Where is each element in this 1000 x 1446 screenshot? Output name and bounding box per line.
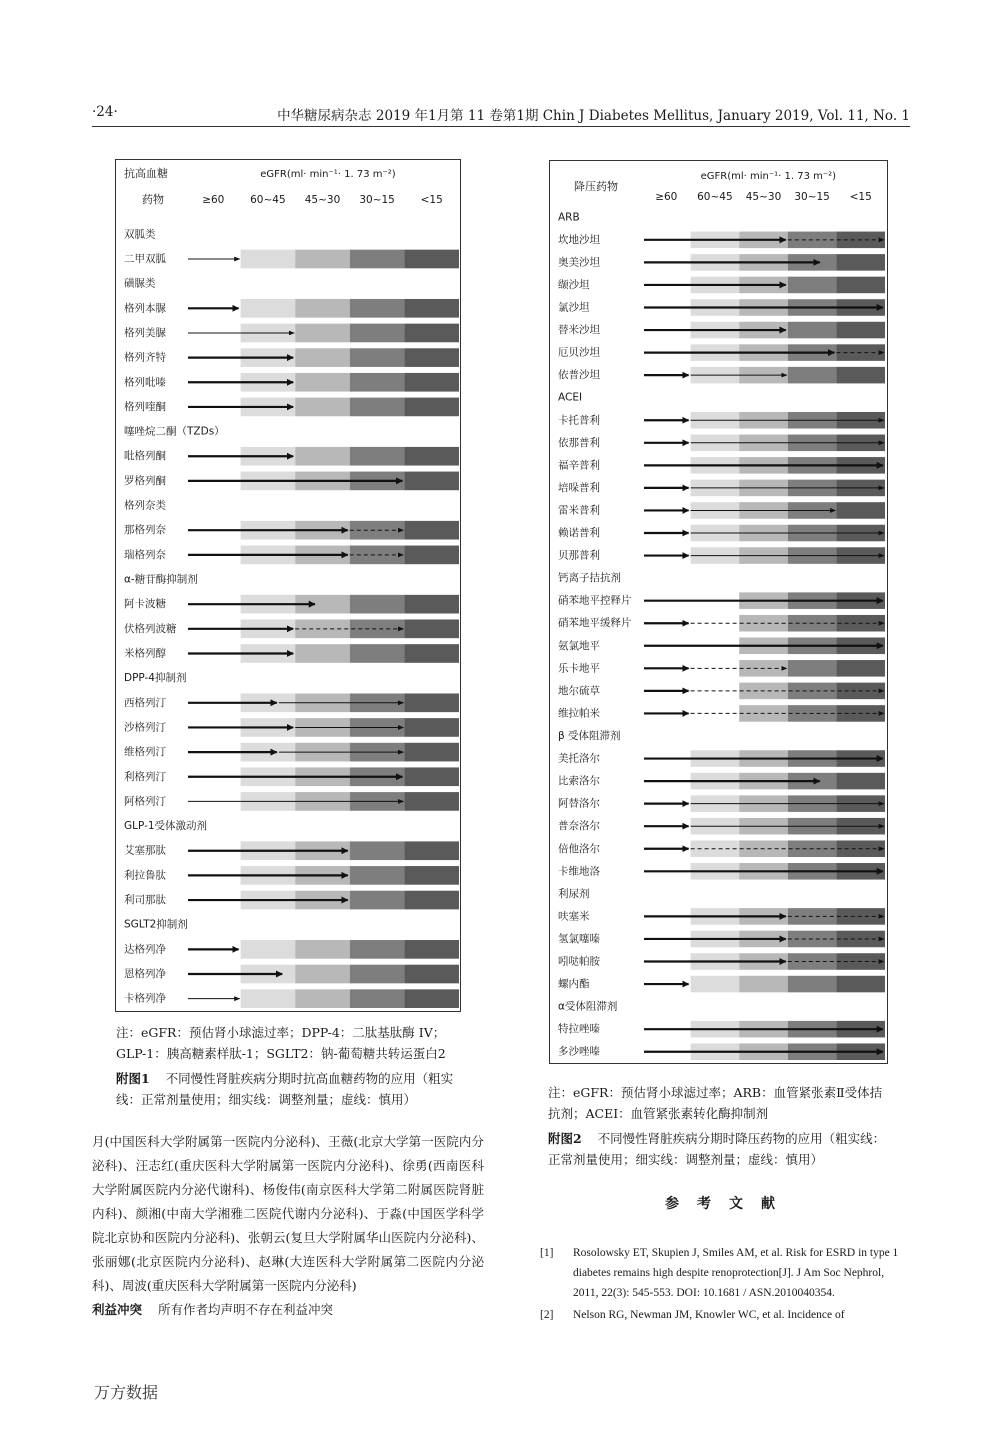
- drug-row: [124, 693, 459, 712]
- stage-cell: [295, 250, 350, 269]
- drug-row: [558, 254, 885, 271]
- drug-row: [558, 818, 885, 835]
- drug-label: 伏格列波糖: [124, 622, 177, 635]
- stage-cell: [836, 660, 885, 677]
- drug-label: 厄贝沙坦: [558, 346, 600, 359]
- drug-row: [124, 743, 459, 762]
- corner-label-bottom: 药物: [142, 193, 164, 206]
- stage-cell: [788, 367, 837, 384]
- figure-2-note: [548, 1082, 893, 1170]
- drug-label: 利拉鲁肽: [124, 869, 166, 882]
- category-label: SGLT2抑制剂: [124, 918, 188, 931]
- figure-2-abbrev-note: 注：eGFR：预估肾小球滤过率；ARB：血管紧张素Ⅱ受体拮抗剂；ACEI：血管紧张素转化酶抑制剂: [548, 1085, 883, 1121]
- drug-row: [558, 840, 885, 857]
- stage-label: <15: [420, 194, 443, 206]
- drug-label: 卡托普利: [558, 414, 600, 427]
- drug-row: [124, 718, 459, 737]
- conflict-label: 利益冲突: [92, 1302, 143, 1317]
- drug-label: 二甲双胍: [124, 252, 166, 265]
- drug-label: 赖诺普利: [558, 527, 600, 540]
- stage-cell: [836, 773, 885, 790]
- stage-label: 60~45: [250, 194, 286, 206]
- category-label: 双胍类: [124, 228, 156, 241]
- drug-label: 格列本脲: [124, 302, 166, 315]
- stage-cell: [295, 324, 350, 343]
- reference-text: Rosolowsky ET, Skupien J, Smiles AM, et al. Risk for ESRD in type 1 diabetes remains high despite renoprotection[J]. J Am Soc Nephrol, 2011, 22(3): 545-553. DOI: 10.1681 / ASN.2010040354.: [573, 1247, 899, 1299]
- drug-row: [558, 683, 885, 700]
- stage-cell: [404, 743, 459, 762]
- drug-row: [124, 989, 459, 1008]
- stage-cell: [350, 348, 405, 367]
- drug-row: [558, 931, 885, 948]
- drug-label: 特拉唑嗪: [558, 1023, 600, 1036]
- drug-label: 依普沙坦: [558, 369, 600, 382]
- stage-cell: [241, 940, 296, 959]
- stage-cell: [404, 866, 459, 885]
- drug-label: 替米沙坦: [558, 324, 600, 337]
- stage-label: 45~30: [304, 194, 341, 206]
- figure-2-antihypertensive-chart: [549, 160, 888, 1064]
- stage-cell: [241, 989, 296, 1008]
- category-label: 噻唑烷二酮（TZDs）: [124, 425, 225, 438]
- stage-cell: [404, 965, 459, 984]
- drug-row: [124, 250, 459, 269]
- stage-cell: [241, 250, 296, 269]
- drug-row: [558, 660, 885, 677]
- drug-row: [558, 457, 885, 474]
- stage-cell: [404, 299, 459, 318]
- drug-row: [558, 750, 885, 767]
- stage-label: 45~30: [745, 191, 782, 203]
- drug-row: [124, 373, 459, 392]
- stage-cell: [404, 324, 459, 343]
- category-label: DPP-4抑制剂: [124, 672, 187, 685]
- references-list: [540, 1243, 910, 1327]
- drug-label: 那格列奈: [124, 524, 166, 537]
- stage-cell: [404, 595, 459, 614]
- references-heading: 参考文献: [665, 1196, 793, 1212]
- stage-cell: [350, 866, 405, 885]
- drug-row: [124, 348, 459, 367]
- stage-cell: [295, 644, 350, 663]
- reference-text: Nelson RG, Newman JM, Knowler WC, et al. Incidence of: [573, 1309, 845, 1321]
- conflict-of-interest: [92, 1298, 484, 1322]
- drug-label: 罗格列酮: [124, 474, 166, 487]
- acknowledgement-text: 月(中国医科大学附属第一医院内分泌科)、王薇(北京大学第一医院内分泌科)、汪志红(重庆医科大学附属第一医院内分泌科)、徐勇(西南医科大学附属医院内分泌代谢科)、杨俊伟(南京医科大学第二附属医院肾脏内科)、颜湘(中南大学湘雅二医院代谢内分泌科)、于淼(中国医学科学院北京协和医院内分泌科)、张朝云(复旦大学附属华山医院内分泌科)、张丽娜(北京医院内分泌科)、赵琳(大连医科大学附属第二医院内分泌科)、周波(重庆医科大学附属第一医院内分泌科): [92, 1134, 484, 1293]
- stage-cell: [404, 546, 459, 565]
- drug-row: [558, 367, 885, 384]
- category-label: ARB: [558, 211, 580, 224]
- stage-cell: [404, 792, 459, 811]
- drug-label: 阿格列汀: [124, 795, 166, 808]
- stage-cell: [836, 254, 885, 271]
- drug-label: 福辛普利: [558, 459, 600, 472]
- drug-label: 缬沙坦: [558, 278, 590, 291]
- category-label: 格列奈类: [124, 499, 166, 512]
- corner-label: 降压药物: [574, 180, 618, 193]
- stage-cell: [404, 620, 459, 639]
- drug-label: 艾塞那肽: [124, 844, 166, 857]
- stage-cell: [295, 965, 350, 984]
- stage-cell: [404, 841, 459, 860]
- drug-label: 雷米普利: [558, 504, 600, 517]
- stage-label: ≥60: [202, 194, 225, 206]
- category-label: 钙离子拮抗剂: [558, 572, 621, 585]
- drug-label: 硝苯地平缓释片: [558, 617, 632, 630]
- drug-label: 卡格列净: [124, 992, 166, 1005]
- drug-label: 氢氯噻嗪: [558, 932, 600, 945]
- stage-cell: [836, 502, 885, 519]
- stage-cell: [404, 447, 459, 466]
- category-label: α-糖苷酶抑制剂: [124, 573, 198, 586]
- drug-label: 瑞格列奈: [124, 548, 166, 561]
- drug-label: 恩格列净: [124, 968, 166, 981]
- drug-label: 氨氯地平: [558, 639, 600, 652]
- drug-label: 普奈洛尔: [558, 820, 600, 833]
- stage-label: ≥60: [655, 191, 678, 203]
- stage-cell: [350, 447, 405, 466]
- stage-label: 60~45: [697, 191, 733, 203]
- category-label: GLP-1受体激动剂: [124, 820, 208, 833]
- drug-row: [124, 940, 459, 959]
- drug-label: 吡格列酮: [124, 450, 166, 463]
- drug-row: [124, 644, 459, 663]
- drug-label: 比索洛尔: [558, 775, 600, 788]
- drug-label: 培哚普利: [558, 481, 600, 494]
- drug-row: [558, 976, 885, 993]
- drug-label: 贝那普利: [558, 549, 600, 562]
- stage-cell: [295, 447, 350, 466]
- drug-label: 维格列汀: [124, 746, 166, 759]
- drug-row: [124, 891, 459, 910]
- stage-cell: [350, 940, 405, 959]
- drug-row: [558, 1043, 885, 1060]
- drug-row: [558, 480, 885, 497]
- stage-cell: [788, 277, 837, 294]
- drug-row: [124, 299, 459, 318]
- acknowledgement-paragraph: [92, 1130, 484, 1322]
- stage-cell: [404, 693, 459, 712]
- egfr-axis-label: eGFR(ml· min⁻¹· 1. 73 m⁻²): [700, 171, 837, 182]
- stage-cell: [404, 891, 459, 910]
- drug-label: 利司那肽: [124, 894, 166, 907]
- category-label: 利尿剂: [558, 887, 590, 900]
- stage-cell: [404, 644, 459, 663]
- drug-label: 格列吡嗪: [124, 376, 166, 389]
- drug-row: [558, 412, 885, 429]
- stage-cell: [295, 398, 350, 417]
- drug-label: 奥美沙坦: [558, 256, 600, 269]
- drug-row: [558, 795, 885, 812]
- drug-row: [558, 502, 885, 519]
- stage-cell: [350, 841, 405, 860]
- stage-cell: [241, 299, 296, 318]
- stage-cell: [350, 989, 405, 1008]
- drug-label: 乐卡地平: [558, 662, 600, 675]
- drug-label: 卡维地洛: [558, 865, 600, 878]
- stage-cell: [404, 718, 459, 737]
- stage-cell: [295, 299, 350, 318]
- drug-label: 沙格列汀: [124, 721, 166, 734]
- drug-row: [558, 615, 885, 632]
- stage-cell: [404, 348, 459, 367]
- drug-row: [558, 863, 885, 880]
- drug-label: 米格列醇: [124, 647, 166, 660]
- drug-row: [124, 595, 459, 614]
- drug-row: [124, 521, 459, 540]
- category-label: β 受体阻滞剂: [558, 729, 621, 742]
- figure-1-abbrev-note: 注：eGFR：预估肾小球滤过率；DPP-4：二肽基肽酶 IV；GLP-1：胰高糖素样肽-1；SGLT2：钠-葡萄糖共转运蛋白2: [116, 1025, 446, 1061]
- drug-row: [124, 398, 459, 417]
- drug-label: 利格列汀: [124, 770, 166, 783]
- drug-label: 多沙唑嗪: [558, 1045, 600, 1058]
- figure-1-caption-text: 不同慢性肾脏疾病分期时抗高血糖药物的应用（粗实线：正常剂量使用；细实线：调整剂量；虚线：慎用）: [116, 1071, 454, 1107]
- stage-cell: [788, 976, 837, 993]
- drug-row: [558, 322, 885, 339]
- stage-label: <15: [849, 191, 872, 203]
- drug-row: [124, 841, 459, 860]
- drug-label: 维拉帕米: [558, 707, 600, 720]
- drug-row: [124, 620, 459, 639]
- corner-label-top: 抗高血糖: [124, 167, 168, 180]
- figure-1-caption: [116, 1068, 461, 1110]
- category-label: ACEI: [558, 391, 583, 404]
- drug-row: [558, 232, 885, 249]
- drug-row: [558, 1021, 885, 1038]
- drug-row: [558, 773, 885, 790]
- reference-number: [2]: [540, 1309, 554, 1321]
- category-label: α受体阻滞剂: [558, 1000, 618, 1013]
- drug-row: [558, 638, 885, 655]
- stage-cell: [836, 322, 885, 339]
- drug-label: 阿替洛尔: [558, 797, 600, 810]
- stage-cell: [404, 989, 459, 1008]
- stage-cell: [404, 767, 459, 786]
- stage-cell: [404, 373, 459, 392]
- journal-info: 中华糖尿病杂志 2019 年1月第 11 卷第1期 Chin J Diabetes Mellitus, January 2019, Vol. 11, No. 1: [277, 108, 910, 124]
- drug-label: 格列喹酮: [124, 400, 166, 413]
- drug-label: 呋塞米: [558, 910, 590, 923]
- stage-cell: [404, 472, 459, 491]
- stage-cell: [295, 348, 350, 367]
- stage-cell: [350, 965, 405, 984]
- stage-cell: [350, 644, 405, 663]
- stage-cell: [295, 373, 350, 392]
- drug-label: 螺内酯: [558, 978, 590, 991]
- stage-cell: [836, 277, 885, 294]
- egfr-axis-label: eGFR(ml· min⁻¹· 1. 73 m⁻²): [260, 169, 396, 180]
- drug-label: 吲哒帕胺: [558, 955, 600, 968]
- drug-label: 氯沙坦: [558, 301, 590, 314]
- stage-cell: [691, 976, 740, 993]
- stage-cell: [295, 989, 350, 1008]
- category-label: 磺脲类: [124, 277, 156, 290]
- footer-watermark: 万方数据: [94, 1383, 159, 1402]
- stage-cell: [788, 660, 837, 677]
- stage-label: 30~15: [794, 191, 830, 203]
- stage-cell: [836, 976, 885, 993]
- drug-row: [558, 592, 885, 609]
- drug-row: [124, 792, 459, 811]
- drug-row: [124, 965, 459, 984]
- drug-row: [124, 324, 459, 343]
- drug-label: 依那普利: [558, 436, 600, 449]
- stage-cell: [836, 367, 885, 384]
- drug-label: 达格列净: [124, 943, 166, 956]
- drug-label: 格列美脲: [124, 326, 166, 339]
- stage-cell: [295, 940, 350, 959]
- stage-cell: [404, 398, 459, 417]
- stage-cell: [350, 324, 405, 343]
- drug-row: [558, 705, 885, 722]
- drug-label: 西格列汀: [124, 696, 166, 709]
- drug-row: [124, 546, 459, 565]
- drug-row: [124, 866, 459, 885]
- drug-row: [558, 299, 885, 316]
- drug-row: [558, 525, 885, 542]
- drug-label: 倍他洛尔: [558, 842, 600, 855]
- stage-cell: [788, 322, 837, 339]
- reference-number: [1]: [540, 1247, 554, 1259]
- conflict-text: 所有作者均声明不存在利益冲突: [157, 1302, 333, 1317]
- stage-cell: [739, 976, 788, 993]
- drug-row: [558, 277, 885, 294]
- figure-1-caption-label: 附图1: [116, 1071, 150, 1086]
- stage-cell: [350, 398, 405, 417]
- page-number: ·24·: [92, 104, 118, 120]
- stage-cell: [404, 940, 459, 959]
- drug-row: [124, 472, 459, 491]
- reference-item: [540, 1305, 910, 1325]
- drug-label: 地尔硫草: [558, 684, 600, 697]
- stage-cell: [350, 250, 405, 269]
- stage-label: 30~15: [359, 194, 395, 206]
- figure-1-antihyperglycemic-chart: [115, 159, 461, 1012]
- drug-label: 坎地沙坦: [558, 233, 600, 246]
- drug-row: [124, 767, 459, 786]
- drug-row: [558, 435, 885, 452]
- figure-2-caption-text: 不同慢性肾脏疾病分期时降压药物的应用（粗实线：正常剂量使用；细实线：调整剂量；虚线：慎用）: [548, 1131, 886, 1167]
- stage-cell: [404, 250, 459, 269]
- drug-label: 格列齐特: [124, 351, 166, 364]
- figure-1-note: [116, 1022, 461, 1110]
- drug-row: [558, 344, 885, 361]
- drug-label: 硝苯地平控释片: [558, 594, 632, 607]
- stage-cell: [350, 891, 405, 910]
- drug-row: [558, 547, 885, 564]
- reference-item: [540, 1243, 910, 1303]
- drug-label: 美托洛尔: [558, 752, 600, 765]
- page-header: [92, 104, 910, 127]
- stage-cell: [350, 373, 405, 392]
- drug-row: [124, 447, 459, 466]
- stage-cell: [404, 521, 459, 540]
- figure-2-caption-label: 附图2: [548, 1131, 582, 1146]
- drug-label: 阿卡波糖: [124, 598, 166, 611]
- drug-row: [558, 953, 885, 970]
- stage-cell: [350, 595, 405, 614]
- drug-row: [558, 908, 885, 925]
- stage-cell: [350, 299, 405, 318]
- figure-2-caption: [548, 1128, 893, 1170]
